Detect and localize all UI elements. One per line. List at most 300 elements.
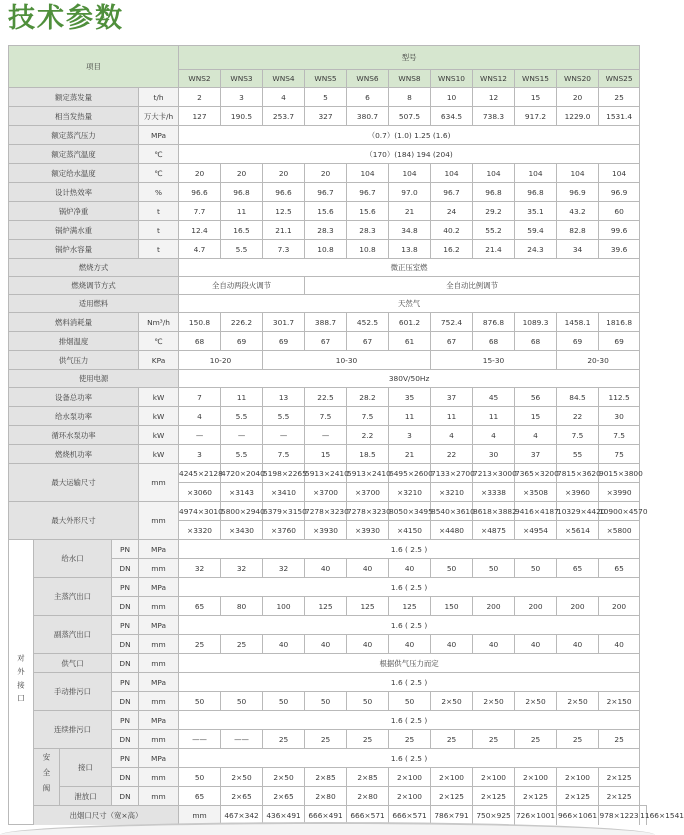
row-label: 额定蒸发量 — [9, 88, 139, 107]
value-cell: 5913×2410 — [305, 464, 347, 483]
value-cell: 69 — [557, 332, 599, 351]
spec-row — [9, 388, 647, 407]
row-label: 最大外形尺寸 — [9, 502, 139, 540]
value-cell: 2×65 — [221, 787, 263, 806]
value-cell: 22 — [431, 445, 473, 464]
header-model-name: WNS15 — [515, 70, 557, 88]
row-unit: t — [139, 221, 179, 240]
value-cell: 12.4 — [179, 221, 221, 240]
value-cell: 32 — [221, 559, 263, 578]
interface-label — [34, 749, 60, 806]
value-cell: 2×100 — [557, 768, 599, 787]
value-cell: 30 — [599, 407, 640, 426]
value-cell: 40 — [389, 635, 431, 654]
value-cell: 10.8 — [305, 240, 347, 259]
value-cell: 253.7 — [263, 107, 305, 126]
value-cell: 8540×3610 — [431, 502, 473, 521]
pn-dn-label: PN — [112, 540, 139, 559]
value-cell: 37 — [515, 445, 557, 464]
value-cell: 45 — [473, 388, 515, 407]
row-label: 相当发热量 — [9, 107, 139, 126]
value-cell: —— — [221, 730, 263, 749]
value-cell: 96.7 — [305, 183, 347, 202]
header-model-name: WNS6 — [347, 70, 389, 88]
value-cell: 96.7 — [347, 183, 389, 202]
span-value: 1.6 ( 2.5 ) — [179, 578, 640, 597]
value-cell: 8 — [389, 88, 431, 107]
value-cell: 7815×3620 — [557, 464, 599, 483]
value-cell: 200 — [515, 597, 557, 616]
value-cell: 104 — [389, 164, 431, 183]
spec-row — [9, 126, 647, 145]
value-cell: 3 — [389, 426, 431, 445]
value-cell: 11 — [221, 388, 263, 407]
value-cell: 7.3 — [263, 240, 305, 259]
value-cell: 11 — [389, 407, 431, 426]
value-cell: 40 — [305, 559, 347, 578]
row-unit: kW — [139, 388, 179, 407]
header-model-name: WNS8 — [389, 70, 431, 88]
value-cell: 7.5 — [347, 407, 389, 426]
value-cell: 738.3 — [473, 107, 515, 126]
value-cell: 35 — [389, 388, 431, 407]
value-cell: 666×571 — [347, 806, 389, 825]
value-cell: 16.5 — [221, 221, 263, 240]
value-cell: 7278×3230 — [305, 502, 347, 521]
value-cell: 50 — [515, 559, 557, 578]
value-cell: 28.3 — [347, 221, 389, 240]
value-cell: 190.5 — [221, 107, 263, 126]
value-cell: 3 — [179, 445, 221, 464]
row-label: 锅炉净重 — [9, 202, 139, 221]
value-cell: 2×125 — [557, 787, 599, 806]
span-value: 微正压室燃 — [179, 259, 640, 277]
spec-row — [9, 407, 647, 426]
value-cell: 2×50 — [515, 692, 557, 711]
value-cell: 452.5 — [347, 313, 389, 332]
span-value: 10-20 — [179, 351, 263, 370]
header-model-name: WNS25 — [599, 70, 640, 88]
span-value: 10-30 — [263, 351, 431, 370]
spec-row — [9, 145, 647, 164]
value-cell: 436×491 — [263, 806, 305, 825]
value-cell: 2×50 — [473, 692, 515, 711]
header-model-name: WNS4 — [263, 70, 305, 88]
value-cell: 5.5 — [221, 240, 263, 259]
value-cell: 96.8 — [221, 183, 263, 202]
value-cell: 68 — [473, 332, 515, 351]
row-unit: MPa — [139, 616, 179, 635]
value-cell: 380.7 — [347, 107, 389, 126]
value-cell: 40 — [515, 635, 557, 654]
value-cell: 125 — [347, 597, 389, 616]
value-cell: 2×85 — [305, 768, 347, 787]
value-cell: 50 — [347, 692, 389, 711]
value-cell: 16.2 — [431, 240, 473, 259]
value-cell: 11 — [473, 407, 515, 426]
value-cell: 50 — [431, 559, 473, 578]
value-cell: 2×50 — [221, 768, 263, 787]
spec-row — [9, 332, 647, 351]
row-unit: t — [139, 202, 179, 221]
header-model: 型号 — [179, 46, 640, 70]
value-cell: ×3508 — [515, 483, 557, 502]
spec-table — [8, 45, 684, 825]
value-cell: 7.5 — [557, 426, 599, 445]
spec-row — [9, 164, 647, 183]
value-cell: 4245×2128 — [179, 464, 221, 483]
value-cell: 40 — [305, 635, 347, 654]
value-cell: 25 — [305, 730, 347, 749]
value-cell: 666×571 — [389, 806, 431, 825]
value-cell: 15 — [305, 445, 347, 464]
value-cell: 40 — [473, 635, 515, 654]
interface-sublabel: 接口 — [60, 749, 112, 787]
value-cell: 60 — [599, 202, 640, 221]
span-value: 1.6 ( 2.5 ) — [179, 749, 640, 768]
value-cell: 21 — [389, 445, 431, 464]
value-cell: 7.7 — [179, 202, 221, 221]
value-cell: ×3430 — [221, 521, 263, 540]
interface-label: 给水口 — [34, 540, 112, 578]
row-unit: ℃ — [139, 145, 179, 164]
interface-label: 副蒸汽出口 — [34, 616, 112, 654]
value-cell: 2×125 — [599, 768, 640, 787]
value-cell: 752.4 — [431, 313, 473, 332]
value-cell: 7 — [179, 388, 221, 407]
span-value: （0.7）(1.0) 1.25 (1.6) — [179, 126, 640, 145]
value-cell: 61 — [389, 332, 431, 351]
value-cell: ×5800 — [599, 521, 640, 540]
value-cell: 666×491 — [305, 806, 347, 825]
row-unit: t — [139, 240, 179, 259]
value-cell: 2×100 — [515, 768, 557, 787]
row-label: 设计热效率 — [9, 183, 139, 202]
value-cell: 80 — [221, 597, 263, 616]
value-cell: 9015×3800 — [599, 464, 640, 483]
value-cell: 40 — [263, 635, 305, 654]
value-cell: 15.6 — [347, 202, 389, 221]
value-cell: 2×80 — [347, 787, 389, 806]
value-cell: 25 — [179, 635, 221, 654]
value-cell: 22.5 — [305, 388, 347, 407]
value-cell: 28.2 — [347, 388, 389, 407]
aux-steam-pn-row — [9, 616, 647, 635]
gas-inlet-row — [9, 654, 647, 673]
value-cell: 25 — [599, 730, 640, 749]
header-model-name: WNS12 — [473, 70, 515, 88]
value-cell: 104 — [599, 164, 640, 183]
header-row-1 — [9, 46, 647, 70]
pn-dn-label: PN — [112, 749, 139, 768]
row-label: 燃料消耗量 — [9, 313, 139, 332]
value-cell: 99.6 — [599, 221, 640, 240]
value-cell: 2×125 — [431, 787, 473, 806]
row-label: 燃烧机功率 — [9, 445, 139, 464]
header-item: 项目 — [9, 46, 179, 88]
row-label: 额定蒸汽温度 — [9, 145, 139, 164]
value-cell: 750×925 — [473, 806, 515, 825]
value-cell: 25 — [347, 730, 389, 749]
gas-pressure-row — [9, 351, 647, 370]
value-cell: 84.5 — [557, 388, 599, 407]
row-unit: mm — [139, 635, 179, 654]
value-cell: ×3210 — [389, 483, 431, 502]
value-cell: ×3210 — [431, 483, 473, 502]
row-unit: mm — [139, 692, 179, 711]
value-cell: 50 — [221, 692, 263, 711]
feed-water-pn-row — [9, 540, 647, 559]
value-cell: 7278×3230 — [347, 502, 389, 521]
value-cell: 150.8 — [179, 313, 221, 332]
value-cell: 634.5 — [431, 107, 473, 126]
value-cell: 96.6 — [263, 183, 305, 202]
value-cell: 104 — [515, 164, 557, 183]
value-cell: 40 — [347, 559, 389, 578]
row-unit: Nm³/h — [139, 313, 179, 332]
value-cell: 4 — [473, 426, 515, 445]
value-cell: 25 — [263, 730, 305, 749]
value-cell: 1531.4 — [599, 107, 640, 126]
value-cell: 7.5 — [263, 445, 305, 464]
value-cell: 65 — [557, 559, 599, 578]
value-cell: 13 — [263, 388, 305, 407]
row-unit: ℃ — [139, 164, 179, 183]
value-cell: 2×125 — [599, 787, 640, 806]
value-cell: 67 — [347, 332, 389, 351]
value-cell: 4 — [431, 426, 473, 445]
value-cell: 97.0 — [389, 183, 431, 202]
pn-dn-label: PN — [112, 616, 139, 635]
value-cell: 21.1 — [263, 221, 305, 240]
header-model-name: WNS3 — [221, 70, 263, 88]
value-cell: 2×100 — [473, 768, 515, 787]
row-label: 适用燃料 — [9, 295, 179, 313]
value-cell: ×3930 — [305, 521, 347, 540]
value-cell: 5913×2410 — [347, 464, 389, 483]
row-unit: mm — [139, 730, 179, 749]
value-cell: 25 — [599, 88, 640, 107]
value-cell: 5800×2940 — [221, 502, 263, 521]
value-cell: 5.5 — [263, 407, 305, 426]
value-cell: 15 — [515, 407, 557, 426]
value-cell: 2×125 — [515, 787, 557, 806]
value-cell: 40 — [557, 635, 599, 654]
value-cell: 978×1223 — [599, 806, 640, 825]
value-cell: — — [263, 426, 305, 445]
row-unit: mm — [139, 464, 179, 502]
interface-sublabel: 泄放口 — [60, 787, 112, 806]
value-cell: 10.8 — [347, 240, 389, 259]
value-cell: ×4480 — [431, 521, 473, 540]
value-cell: 30 — [473, 445, 515, 464]
value-cell: 4 — [179, 407, 221, 426]
value-cell: 12.5 — [263, 202, 305, 221]
combustion-row — [9, 259, 647, 277]
row-unit: KPa — [139, 351, 179, 370]
row-label: 出烟口尺寸（宽×高） — [34, 806, 179, 825]
value-cell: 200 — [557, 597, 599, 616]
row-unit: 万大卡/h — [139, 107, 179, 126]
pn-dn-label: DN — [112, 597, 139, 616]
header-model-name: WNS10 — [431, 70, 473, 88]
value-cell: 65 — [179, 597, 221, 616]
value-cell: 40 — [431, 635, 473, 654]
interface-label-text: 安全阀 — [42, 752, 51, 800]
row-label: 锅炉水容量 — [9, 240, 139, 259]
row-label: 供气压力 — [9, 351, 139, 370]
value-cell: 96.9 — [557, 183, 599, 202]
row-unit: % — [139, 183, 179, 202]
value-cell: 40 — [347, 635, 389, 654]
span-value: 根据供气压力而定 — [179, 654, 640, 673]
value-cell: 35.1 — [515, 202, 557, 221]
value-cell: 226.2 — [221, 313, 263, 332]
value-cell: ×3700 — [347, 483, 389, 502]
value-cell: 1458.1 — [557, 313, 599, 332]
row-label: 锅炉满水重 — [9, 221, 139, 240]
value-cell: 59.4 — [515, 221, 557, 240]
row-unit: mm — [139, 597, 179, 616]
value-cell: 6 — [347, 88, 389, 107]
value-cell: 104 — [473, 164, 515, 183]
value-cell: 726×1001 — [515, 806, 557, 825]
value-cell: 917.2 — [515, 107, 557, 126]
value-cell: ×3060 — [179, 483, 221, 502]
row-unit: MPa — [139, 711, 179, 730]
value-cell: 12 — [473, 88, 515, 107]
value-cell: 50 — [473, 559, 515, 578]
value-cell: 50 — [179, 692, 221, 711]
value-cell: 96.8 — [515, 183, 557, 202]
value-cell: 50 — [305, 692, 347, 711]
value-cell: 5198×2265 — [263, 464, 305, 483]
value-cell: ×3930 — [347, 521, 389, 540]
value-cell: 65 — [599, 559, 640, 578]
value-cell: 21.4 — [473, 240, 515, 259]
value-cell: 1166×1541 — [640, 806, 647, 825]
value-cell: 21 — [389, 202, 431, 221]
row-label: 循环水泵功率 — [9, 426, 139, 445]
value-cell: 67 — [305, 332, 347, 351]
value-cell: 67 — [431, 332, 473, 351]
value-cell: 34 — [557, 240, 599, 259]
value-cell: 55 — [557, 445, 599, 464]
value-cell: — — [179, 426, 221, 445]
value-cell: 96.8 — [473, 183, 515, 202]
value-cell: 11 — [431, 407, 473, 426]
value-cell: 2×50 — [431, 692, 473, 711]
pn-dn-label: DN — [112, 654, 139, 673]
value-cell: 40 — [599, 635, 640, 654]
value-cell: 24 — [431, 202, 473, 221]
spec-row — [9, 183, 647, 202]
spec-row — [9, 313, 647, 332]
value-cell: 55.2 — [473, 221, 515, 240]
value-cell: 2×150 — [599, 692, 640, 711]
value-cell: 13.8 — [389, 240, 431, 259]
value-cell: 24.3 — [515, 240, 557, 259]
row-unit: MPa — [139, 540, 179, 559]
row-label: 燃烧调节方式 — [9, 277, 179, 295]
value-cell: 65 — [179, 787, 221, 806]
manual-blowdown-pn-row — [9, 673, 647, 692]
row-unit: mm — [139, 502, 179, 540]
value-cell: 75 — [599, 445, 640, 464]
spec-row — [9, 221, 647, 240]
value-cell: 32 — [179, 559, 221, 578]
row-label: 额定蒸汽压力 — [9, 126, 139, 145]
value-cell: 8618×3882 — [473, 502, 515, 521]
value-cell: 4 — [263, 88, 305, 107]
value-cell: 40 — [389, 559, 431, 578]
value-cell: 1229.0 — [557, 107, 599, 126]
value-cell: 69 — [599, 332, 640, 351]
value-cell: 507.5 — [389, 107, 431, 126]
value-cell: 876.8 — [473, 313, 515, 332]
row-label: 排烟温度 — [9, 332, 139, 351]
span-value: 天然气 — [179, 295, 640, 313]
value-cell: 200 — [473, 597, 515, 616]
row-unit: MPa — [139, 673, 179, 692]
row-unit: mm — [139, 654, 179, 673]
value-cell: 25 — [557, 730, 599, 749]
value-cell: 82.8 — [557, 221, 599, 240]
value-cell: 22 — [557, 407, 599, 426]
value-cell: 25 — [389, 730, 431, 749]
value-cell: 150 — [431, 597, 473, 616]
pn-dn-label: DN — [112, 692, 139, 711]
row-unit: kW — [139, 407, 179, 426]
value-cell: ×4875 — [473, 521, 515, 540]
value-cell: 125 — [389, 597, 431, 616]
value-cell: 6379×3150 — [263, 502, 305, 521]
value-cell: 7133×2700 — [431, 464, 473, 483]
span-value: 380V/50Hz — [179, 370, 640, 388]
value-cell: 9416×4187 — [515, 502, 557, 521]
value-cell: 1089.3 — [515, 313, 557, 332]
spec-row — [9, 88, 647, 107]
value-cell: 301.7 — [263, 313, 305, 332]
header-model-name: WNS20 — [557, 70, 599, 88]
value-cell: 7.5 — [599, 426, 640, 445]
value-cell: 2.2 — [347, 426, 389, 445]
row-unit: kW — [139, 426, 179, 445]
value-cell: ×5614 — [557, 521, 599, 540]
value-cell: 10900×4570 — [599, 502, 640, 521]
span-value: 1.6 ( 2.5 ) — [179, 616, 640, 635]
row-label: 额定给水温度 — [9, 164, 139, 183]
value-cell: 4974×3010 — [179, 502, 221, 521]
row-label: 使用电源 — [9, 370, 179, 388]
value-cell: ×3990 — [599, 483, 640, 502]
spec-row — [9, 202, 647, 221]
value-cell: 39.6 — [599, 240, 640, 259]
value-cell: 15 — [515, 88, 557, 107]
value-cell: 7.5 — [305, 407, 347, 426]
value-cell: 18.5 — [347, 445, 389, 464]
row-unit: mm — [139, 559, 179, 578]
value-cell: 104 — [347, 164, 389, 183]
interface-label: 连续排污口 — [34, 711, 112, 749]
transport-row-top — [9, 464, 647, 483]
value-cell: — — [221, 426, 263, 445]
value-cell: 20 — [263, 164, 305, 183]
value-cell: 68 — [179, 332, 221, 351]
value-cell: 104 — [557, 164, 599, 183]
value-cell: 10 — [431, 88, 473, 107]
pn-dn-label: DN — [112, 635, 139, 654]
